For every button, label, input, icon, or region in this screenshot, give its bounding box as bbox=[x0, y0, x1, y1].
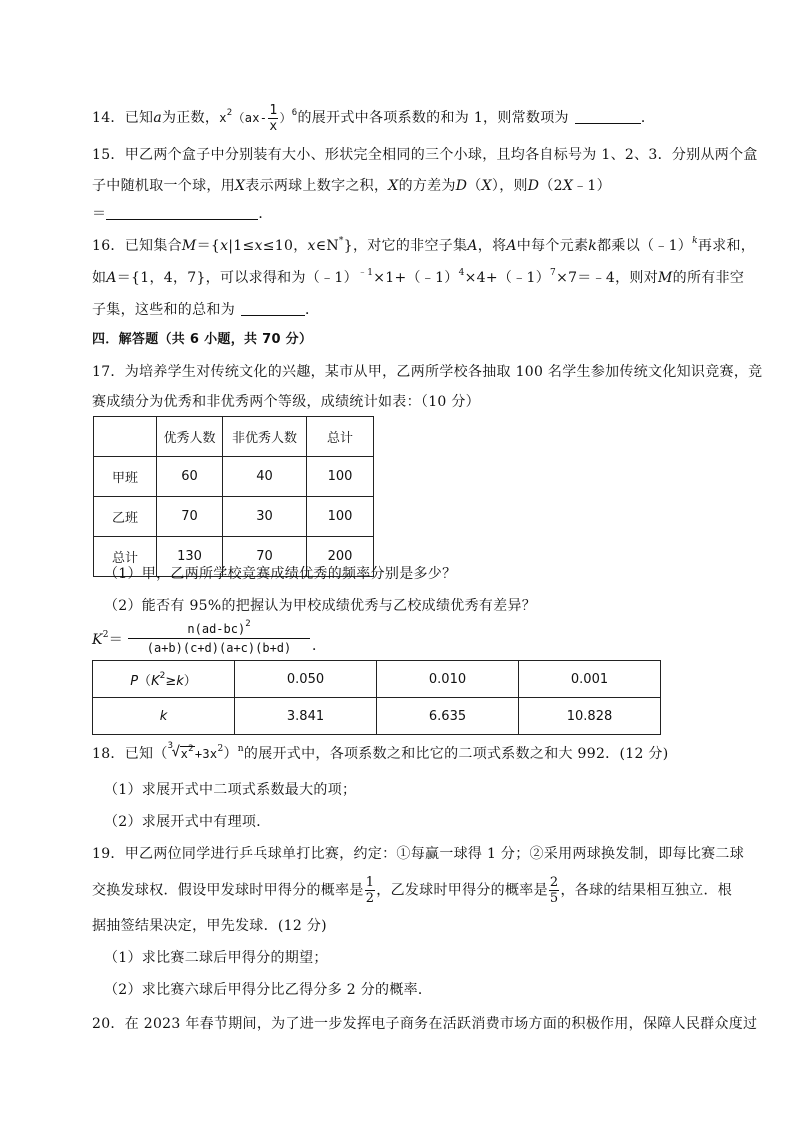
table-cell: 3.841 bbox=[235, 698, 377, 735]
question-17-sub2: （2）能否有 95%的把握认为甲校成绩优秀与乙校成绩优秀有差异？ bbox=[104, 598, 537, 614]
critical-value-table bbox=[92, 660, 661, 735]
table-row bbox=[93, 698, 661, 735]
question-16-line2: 如A＝{1，4，7}，可以求得和为（﹣1）$^{﹣1}$×1+（﹣1）$^4$×4+（﹣1）$^7$×7＝﹣4，则对M的所有非空 bbox=[92, 268, 745, 286]
question-15-line1: 15．甲乙两个盒子中分别装有大小、形状完全相同的三个小球，且均各自标号为 1、2、3．分别从两个盒 bbox=[92, 147, 758, 163]
table-header-row bbox=[94, 417, 374, 457]
table-row bbox=[94, 457, 374, 497]
cube-root: 3 √ $x^2$ bbox=[167, 741, 194, 761]
question-18-line1: 18．已知（ 3 √ $x^2+3x^2)^n$的展开式中，各项系数之和比它的二项式系数之和大 992．(12 分) bbox=[92, 741, 669, 762]
q14-answer-blank[interactable] bbox=[575, 109, 641, 124]
section-heading: 四．解答题（共 6 小题，共 70 分） bbox=[92, 332, 313, 347]
question-19-line1: 19．甲乙两位同学进行乒乓球单打比赛，约定：①每赢一球得 1 分；②采用两球换发制，即每比赛二球 bbox=[92, 846, 745, 862]
table-cell: 0.010 bbox=[377, 661, 519, 698]
q15-answer-blank[interactable] bbox=[106, 205, 258, 220]
formula-period: ． bbox=[312, 638, 327, 654]
question-17-line2: 赛成绩分为优秀和非优秀两个等级，成绩统计如表：（10 分） bbox=[92, 394, 480, 410]
fraction-two-fifths: $\frac{2}{5}$ bbox=[549, 875, 559, 906]
k-squared-label: $K^2=$ bbox=[92, 630, 124, 648]
table-header-cell: 总计 bbox=[307, 417, 374, 457]
table-cell: 乙班 bbox=[94, 497, 157, 537]
table-cell: 总计 bbox=[94, 537, 157, 577]
fraction-one-half: $\frac{1}{2}$ bbox=[365, 875, 375, 906]
question-19-line3: 据抽签结果决定，甲先发球．(12 分) bbox=[92, 918, 327, 934]
q14-fraction: $\frac{1}{x}$ bbox=[269, 103, 278, 134]
table-cell: 0.050 bbox=[235, 661, 377, 698]
score-table bbox=[93, 416, 374, 577]
table-cell: 10.828 bbox=[519, 698, 661, 735]
table-cell: 200 bbox=[307, 537, 374, 577]
table-cell: k bbox=[93, 698, 235, 735]
table-header-cell: 非优秀人数 bbox=[223, 417, 307, 457]
question-15-line2: 子中随机取一个球，用X表示两球上数字之积，X的方差为D（X），则D（2X﹣1） bbox=[92, 178, 611, 194]
table-cell: 30 bbox=[223, 497, 307, 537]
k-squared-fraction: $n(ad-bc)^2$ (a+b)(c+d)(a+c)(b+d) bbox=[128, 622, 310, 655]
question-14: 14．已知a为正数，$x^2(ax-$ $\frac{1}{x}$ ）$^6$的展开式中各项系数的和为 1，则常数项为 ． bbox=[92, 103, 656, 134]
question-20-line1: 20．在 2023 年春节期间，为了进一步发挥电子商务在活跃消费市场方面的积极作用，保障人民群众度过 bbox=[92, 1016, 758, 1032]
question-19-sub2: （2）求比赛六球后甲得分比乙得分多 2 分的概率． bbox=[104, 982, 433, 998]
table-cell: 甲班 bbox=[94, 457, 157, 497]
question-19-line2: 交换发球权．假设甲发球时甲得分的概率是 $\frac{1}{2}$ ，乙发球时甲得分的概率是 $\frac{2}{5}$ ，各球的结果相互独立．根 bbox=[92, 875, 733, 906]
table-cell: 130 bbox=[157, 537, 223, 577]
table-cell: 70 bbox=[157, 497, 223, 537]
table-cell: 70 bbox=[223, 537, 307, 577]
question-16-line1: 16．已知集合M＝{x|1≤x≤10，x∈N*}，对它的非空子集A，将A中每个元素k都乘以（﹣1）$^k$再求和， bbox=[92, 236, 756, 254]
question-17-line1: 17．为培养学生对传统文化的兴趣，某市从甲，乙两所学校各抽取 100 名学生参加传统文化知识竞赛，竞 bbox=[92, 364, 763, 380]
table-cell: 0.001 bbox=[519, 661, 661, 698]
table-cell: 100 bbox=[307, 497, 374, 537]
question-18-sub1: （1）求展开式中二项式系数最大的项； bbox=[104, 782, 357, 798]
q14-expression: $x^2(ax-$ $\frac{1}{x}$ ）$^6$ bbox=[219, 103, 298, 134]
table-row bbox=[94, 497, 374, 537]
question-18-sub2: （2）求展开式中有理项． bbox=[104, 814, 271, 830]
question-16-line3: 子集，这些和的总和为 ． bbox=[92, 302, 320, 318]
table-cell: 40 bbox=[223, 457, 307, 497]
table-row bbox=[93, 661, 661, 698]
q16-answer-blank[interactable] bbox=[241, 301, 305, 316]
table-header-cell bbox=[94, 417, 157, 457]
question-15-line3: ＝ ． bbox=[92, 206, 273, 222]
table-cell: 60 bbox=[157, 457, 223, 497]
question-17-sub1: （1）甲，乙两所学校竞赛成绩优秀的频率分别是多少？ bbox=[104, 566, 457, 582]
question-19-sub1: （1）求比赛二球后甲得分的期望； bbox=[104, 950, 328, 966]
table-cell: $P(K^2\ge k)$ bbox=[93, 661, 235, 698]
table-header-cell: 优秀人数 bbox=[157, 417, 223, 457]
table-cell: 6.635 bbox=[377, 698, 519, 735]
table-cell: 100 bbox=[307, 457, 374, 497]
